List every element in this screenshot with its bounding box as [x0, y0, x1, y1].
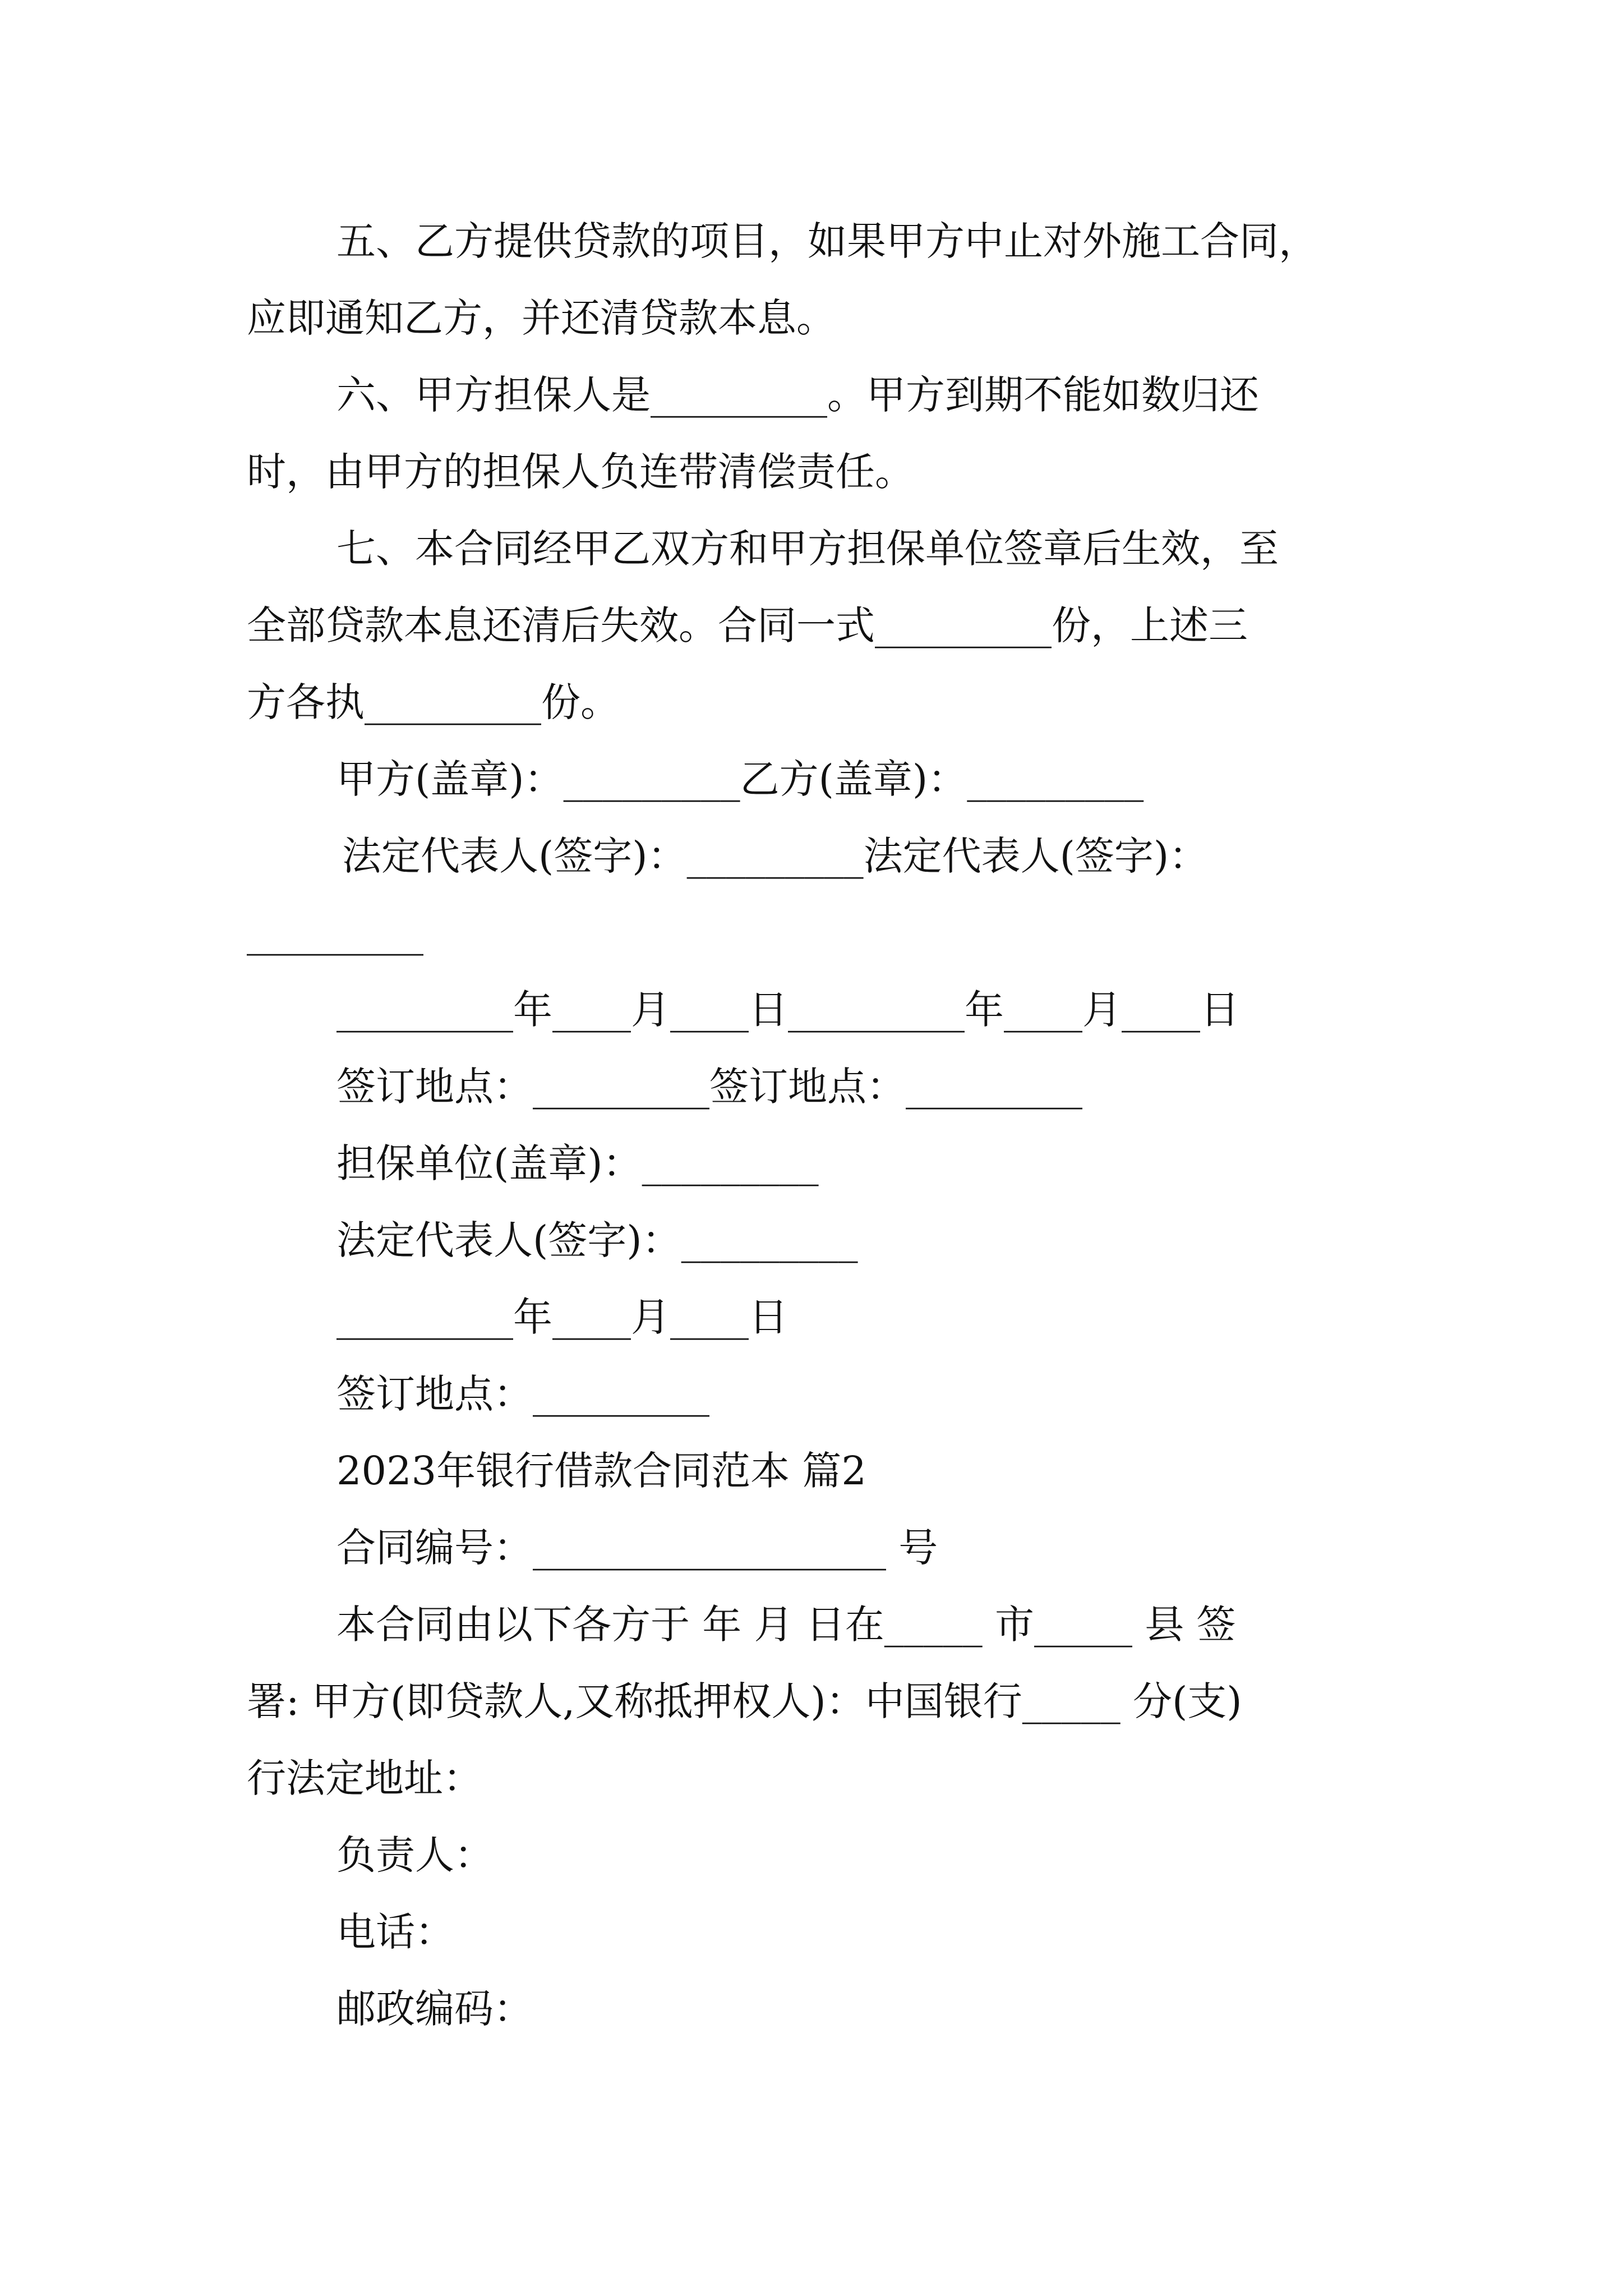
- clause-seven-line-2: 全部贷款本息还清后失效。合同一式_________份，上述三: [247, 602, 1248, 648]
- guarantor-legal-rep-line: 法定代表人(签字)：_________: [336, 1217, 858, 1263]
- guarantor-place-line: 签订地点：_________: [336, 1371, 709, 1417]
- clause-seven-line-3: 方各执_________份。: [247, 679, 620, 725]
- postal-code-line: 邮政编码：: [336, 1986, 533, 2032]
- signing-place-line: 签订地点：_________签订地点：_________: [336, 1064, 1082, 1110]
- preamble-line-2: 署: 甲方(即贷款人,又称抵押权人)：中国银行_____ 分(支): [247, 1678, 1242, 1724]
- legal-rep-signature-line: 法定代表人(签字)：_________法定代表人(签字)：: [342, 833, 1209, 879]
- responsible-person-line: 负责人：: [336, 1832, 494, 1878]
- clause-seven-line-1: 七、本合同经甲乙双方和甲方担保单位签章后生效，至: [336, 526, 1279, 572]
- section-heading: 2023年银行借款合同范本 篇2: [336, 1448, 866, 1494]
- clause-six-line-2: 时，由甲方的担保人负连带清偿责任。: [247, 449, 914, 495]
- clause-six-line-1: 六、甲方担保人是_________。甲方到期不能如数归还: [336, 372, 1259, 418]
- party-seal-line: 甲方(盖章)：_________乙方(盖章)：_________: [336, 756, 1144, 802]
- preamble-line-3: 行法定地址：: [247, 1755, 482, 1801]
- guarantor-date-line: _________年____月____日: [336, 1294, 788, 1340]
- clause-five-line-2: 应即通知乙方，并还清贷款本息。: [247, 295, 836, 341]
- phone-line: 电话：: [336, 1909, 454, 1955]
- preamble-line-1: 本合同由以下各方于 年 月 日在_____ 市_____ 县 签: [336, 1602, 1236, 1648]
- guarantor-seal-line: 担保单位(盖章)：_________: [336, 1140, 819, 1186]
- signing-date-line: _________年____月____日_________年____月____日: [336, 987, 1239, 1033]
- contract-number-line: 合同编号：__________________ 号: [336, 1525, 938, 1571]
- clause-five-line-1: 五、乙方提供贷款的项目，如果甲方中止对外施工合同，: [336, 218, 1318, 264]
- legal-rep-signature-blank: _________: [247, 910, 423, 956]
